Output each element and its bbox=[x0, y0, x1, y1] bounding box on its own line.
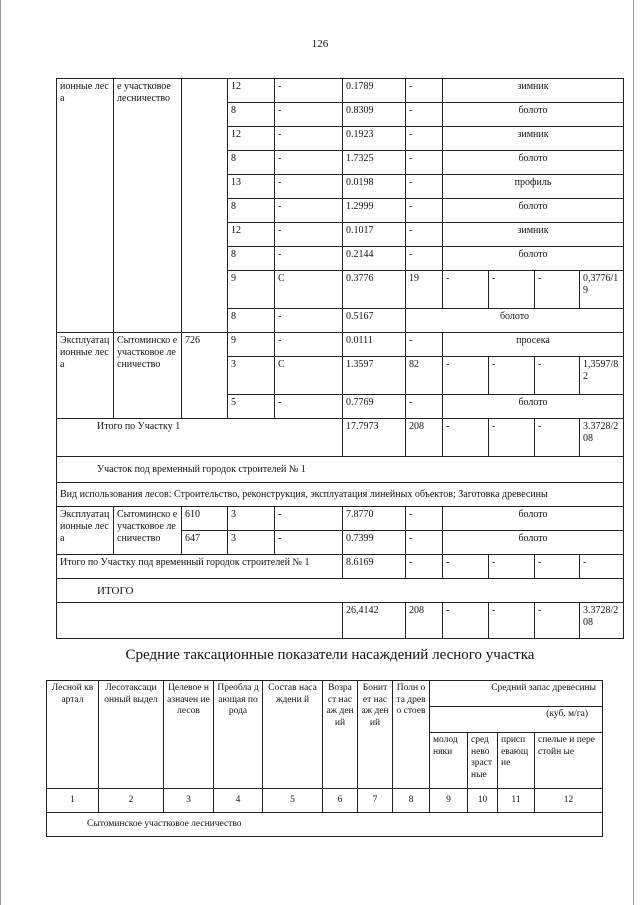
area: 0.0111 bbox=[343, 333, 406, 357]
area: 1.7325 bbox=[343, 151, 406, 175]
subcompartment: 8 bbox=[228, 199, 275, 223]
value: - bbox=[443, 419, 489, 457]
area: 0.3776 bbox=[343, 271, 406, 309]
species: - bbox=[275, 199, 343, 223]
land-category: профиль bbox=[443, 175, 624, 199]
value: - bbox=[489, 603, 535, 639]
age: 19 bbox=[406, 271, 443, 309]
species: - bbox=[275, 395, 343, 419]
total-label: Итого по Участку 1 bbox=[57, 419, 343, 457]
age: - bbox=[406, 127, 443, 151]
species: - bbox=[275, 79, 343, 103]
value: - bbox=[489, 271, 535, 309]
value: - bbox=[443, 357, 489, 395]
land-category: зимник bbox=[443, 79, 624, 103]
area: 17.7973 bbox=[343, 419, 406, 457]
value: - bbox=[489, 555, 535, 579]
age: - bbox=[406, 507, 443, 531]
col-number: 8 bbox=[393, 789, 430, 813]
header-species: Преобла дающая порода bbox=[214, 681, 263, 789]
col-number: 2 bbox=[99, 789, 164, 813]
land-category: болото bbox=[406, 309, 624, 333]
age: - bbox=[406, 175, 443, 199]
value: - bbox=[535, 603, 580, 639]
col-number: 12 bbox=[535, 789, 603, 813]
subcompartment: 13 bbox=[228, 175, 275, 199]
col-number: 11 bbox=[498, 789, 535, 813]
area: 0.7399 bbox=[343, 531, 406, 555]
value: - bbox=[535, 555, 580, 579]
table-row bbox=[57, 333, 624, 357]
species: С bbox=[275, 271, 343, 309]
value: - bbox=[443, 603, 489, 639]
age: 82 bbox=[406, 357, 443, 395]
total-row bbox=[57, 555, 624, 579]
purpose-cell: Эксплуатац ионные леса bbox=[57, 333, 114, 419]
land-category: болото bbox=[443, 247, 624, 271]
land-category: просека bbox=[443, 333, 624, 357]
species: - bbox=[275, 507, 343, 531]
subcompartment: 8 bbox=[228, 103, 275, 127]
page-number: 126 bbox=[311, 38, 329, 50]
forestry-cell: е участковое лесничество bbox=[114, 79, 182, 333]
subcompartment: 8 bbox=[228, 247, 275, 271]
volume: 3.3728/208 bbox=[580, 603, 624, 639]
area: 0.1789 bbox=[343, 79, 406, 103]
subcompartment: 12 bbox=[228, 79, 275, 103]
subcompartment: 3 bbox=[228, 531, 275, 555]
subcompartment: 8 bbox=[228, 151, 275, 175]
area: 1.3597 bbox=[343, 357, 406, 395]
header-unit: (куб. м/га) bbox=[430, 707, 603, 733]
col-number: 6 bbox=[323, 789, 358, 813]
species: - bbox=[275, 103, 343, 127]
area: 0.5167 bbox=[343, 309, 406, 333]
col-number: 1 bbox=[47, 789, 99, 813]
purpose-cell: ионные леса bbox=[57, 79, 114, 333]
age: - bbox=[406, 223, 443, 247]
section-row bbox=[47, 813, 603, 837]
age: 208 bbox=[406, 603, 443, 639]
age: 208 bbox=[406, 419, 443, 457]
age: - bbox=[406, 531, 443, 555]
age: - bbox=[406, 79, 443, 103]
subcompartment: 3 bbox=[228, 507, 275, 531]
value: - bbox=[489, 419, 535, 457]
header-maturing: присп евающ ие bbox=[498, 733, 535, 789]
col-number: 4 bbox=[214, 789, 263, 813]
land-category: зимник bbox=[443, 223, 624, 247]
subcompartment: 9 bbox=[228, 271, 275, 309]
land-category: болото bbox=[443, 151, 624, 175]
grand-total-label: ИТОГО bbox=[57, 579, 624, 603]
header-age: Возра ст насаж дений bbox=[323, 681, 358, 789]
header-mature: спелые и перестойн ые bbox=[535, 733, 603, 789]
plot-heading: Участок под временный городок строителей № 1 bbox=[57, 457, 624, 483]
area: 0.1017 bbox=[343, 223, 406, 247]
age: - bbox=[406, 395, 443, 419]
volume: - bbox=[580, 555, 624, 579]
age: - bbox=[406, 555, 443, 579]
area: 0.1923 bbox=[343, 127, 406, 151]
col-number: 3 bbox=[164, 789, 214, 813]
header-density: Полн ота древо стоев bbox=[393, 681, 430, 789]
value: - bbox=[535, 271, 580, 309]
species: - bbox=[275, 223, 343, 247]
species: - bbox=[275, 127, 343, 151]
volume: 1,3597/82 bbox=[580, 357, 624, 395]
header-row bbox=[47, 681, 603, 707]
subcompartment: 5 bbox=[228, 395, 275, 419]
taxation-table bbox=[46, 680, 603, 837]
quarter-cell: 726 bbox=[182, 333, 228, 419]
section-title: Средние таксационные показатели насаждений лесного участка bbox=[125, 647, 535, 663]
scan-edge-right bbox=[633, 0, 634, 905]
col-number: 5 bbox=[263, 789, 323, 813]
col-number: 10 bbox=[468, 789, 498, 813]
land-category: болото bbox=[443, 507, 624, 531]
col-number: 9 bbox=[430, 789, 468, 813]
value: - bbox=[443, 271, 489, 309]
grand-total-row bbox=[57, 603, 624, 639]
quarter-cell: 610 bbox=[182, 507, 228, 531]
grand-label-row bbox=[57, 579, 624, 603]
header-quarter: Лесной квартал bbox=[47, 681, 99, 789]
area: 7.8770 bbox=[343, 507, 406, 531]
value: - bbox=[535, 419, 580, 457]
subcompartment: 9 bbox=[228, 333, 275, 357]
species: - bbox=[275, 175, 343, 199]
grand-total-spacer bbox=[57, 603, 343, 639]
total-label: Итого по Участку под временный городок строителей № 1 bbox=[57, 555, 343, 579]
header-middle-aged: сред нево зраст ные bbox=[468, 733, 498, 789]
section-row bbox=[57, 483, 624, 507]
area: 0.0198 bbox=[343, 175, 406, 199]
age: - bbox=[406, 103, 443, 127]
value: - bbox=[443, 555, 489, 579]
age: - bbox=[406, 199, 443, 223]
col-number: 7 bbox=[358, 789, 393, 813]
total-row bbox=[57, 419, 624, 457]
header-young: молод няки bbox=[430, 733, 468, 789]
value: - bbox=[489, 357, 535, 395]
scan-edge-left bbox=[0, 0, 1, 905]
area: 8.6169 bbox=[343, 555, 406, 579]
table-row bbox=[57, 79, 624, 103]
species: - bbox=[275, 247, 343, 271]
number-row bbox=[47, 789, 603, 813]
land-category: болото bbox=[443, 531, 624, 555]
species: - bbox=[275, 333, 343, 357]
volume: 3.3728/208 bbox=[580, 419, 624, 457]
species: - bbox=[275, 151, 343, 175]
land-category: болото bbox=[443, 395, 624, 419]
header-stock: Средний запас древесины bbox=[430, 681, 603, 707]
header-compartment: Лесотаксаци онный выдел bbox=[99, 681, 164, 789]
area: 1.2999 bbox=[343, 199, 406, 223]
species: - bbox=[275, 531, 343, 555]
subcompartment: 8 bbox=[228, 309, 275, 333]
forestry-cell: Сытоминско е участковое лесничество bbox=[114, 507, 182, 555]
species: - bbox=[275, 309, 343, 333]
table-row bbox=[57, 507, 624, 531]
age: - bbox=[406, 151, 443, 175]
quarter-cell bbox=[182, 79, 228, 333]
land-category: болото bbox=[443, 103, 624, 127]
purpose-cell: Эксплуатац ионные леса bbox=[57, 507, 114, 555]
land-category: зимник bbox=[443, 127, 624, 151]
header-purpose: Целевое назначен ие лесов bbox=[164, 681, 214, 789]
area: 0.7769 bbox=[343, 395, 406, 419]
value: - bbox=[535, 357, 580, 395]
land-category: болото bbox=[443, 199, 624, 223]
forestry-cell: Сытоминско е участковое лесничество bbox=[114, 333, 182, 419]
area: 0.8309 bbox=[343, 103, 406, 127]
usage-text: Вид использования лесов: Строительство, реконструкция, эксплуатация линейных объектов; Заготовка древесины bbox=[57, 483, 624, 507]
forestry-row: Сытоминское участковое лесничество bbox=[47, 813, 603, 837]
subcompartment: 12 bbox=[228, 127, 275, 151]
age: - bbox=[406, 247, 443, 271]
species: С bbox=[275, 357, 343, 395]
forest-plot-table bbox=[56, 78, 624, 639]
volume: 0,3776/19 bbox=[580, 271, 624, 309]
area: 26,4142 bbox=[343, 603, 406, 639]
header-bonitet: Бонит ет насаж дений bbox=[358, 681, 393, 789]
subcompartment: 3 bbox=[228, 357, 275, 395]
subcompartment: 12 bbox=[228, 223, 275, 247]
section-row bbox=[57, 457, 624, 483]
header-composition: Состав насаждени й bbox=[263, 681, 323, 789]
age: - bbox=[406, 333, 443, 357]
area: 0.2144 bbox=[343, 247, 406, 271]
quarter-cell: 647 bbox=[182, 531, 228, 555]
